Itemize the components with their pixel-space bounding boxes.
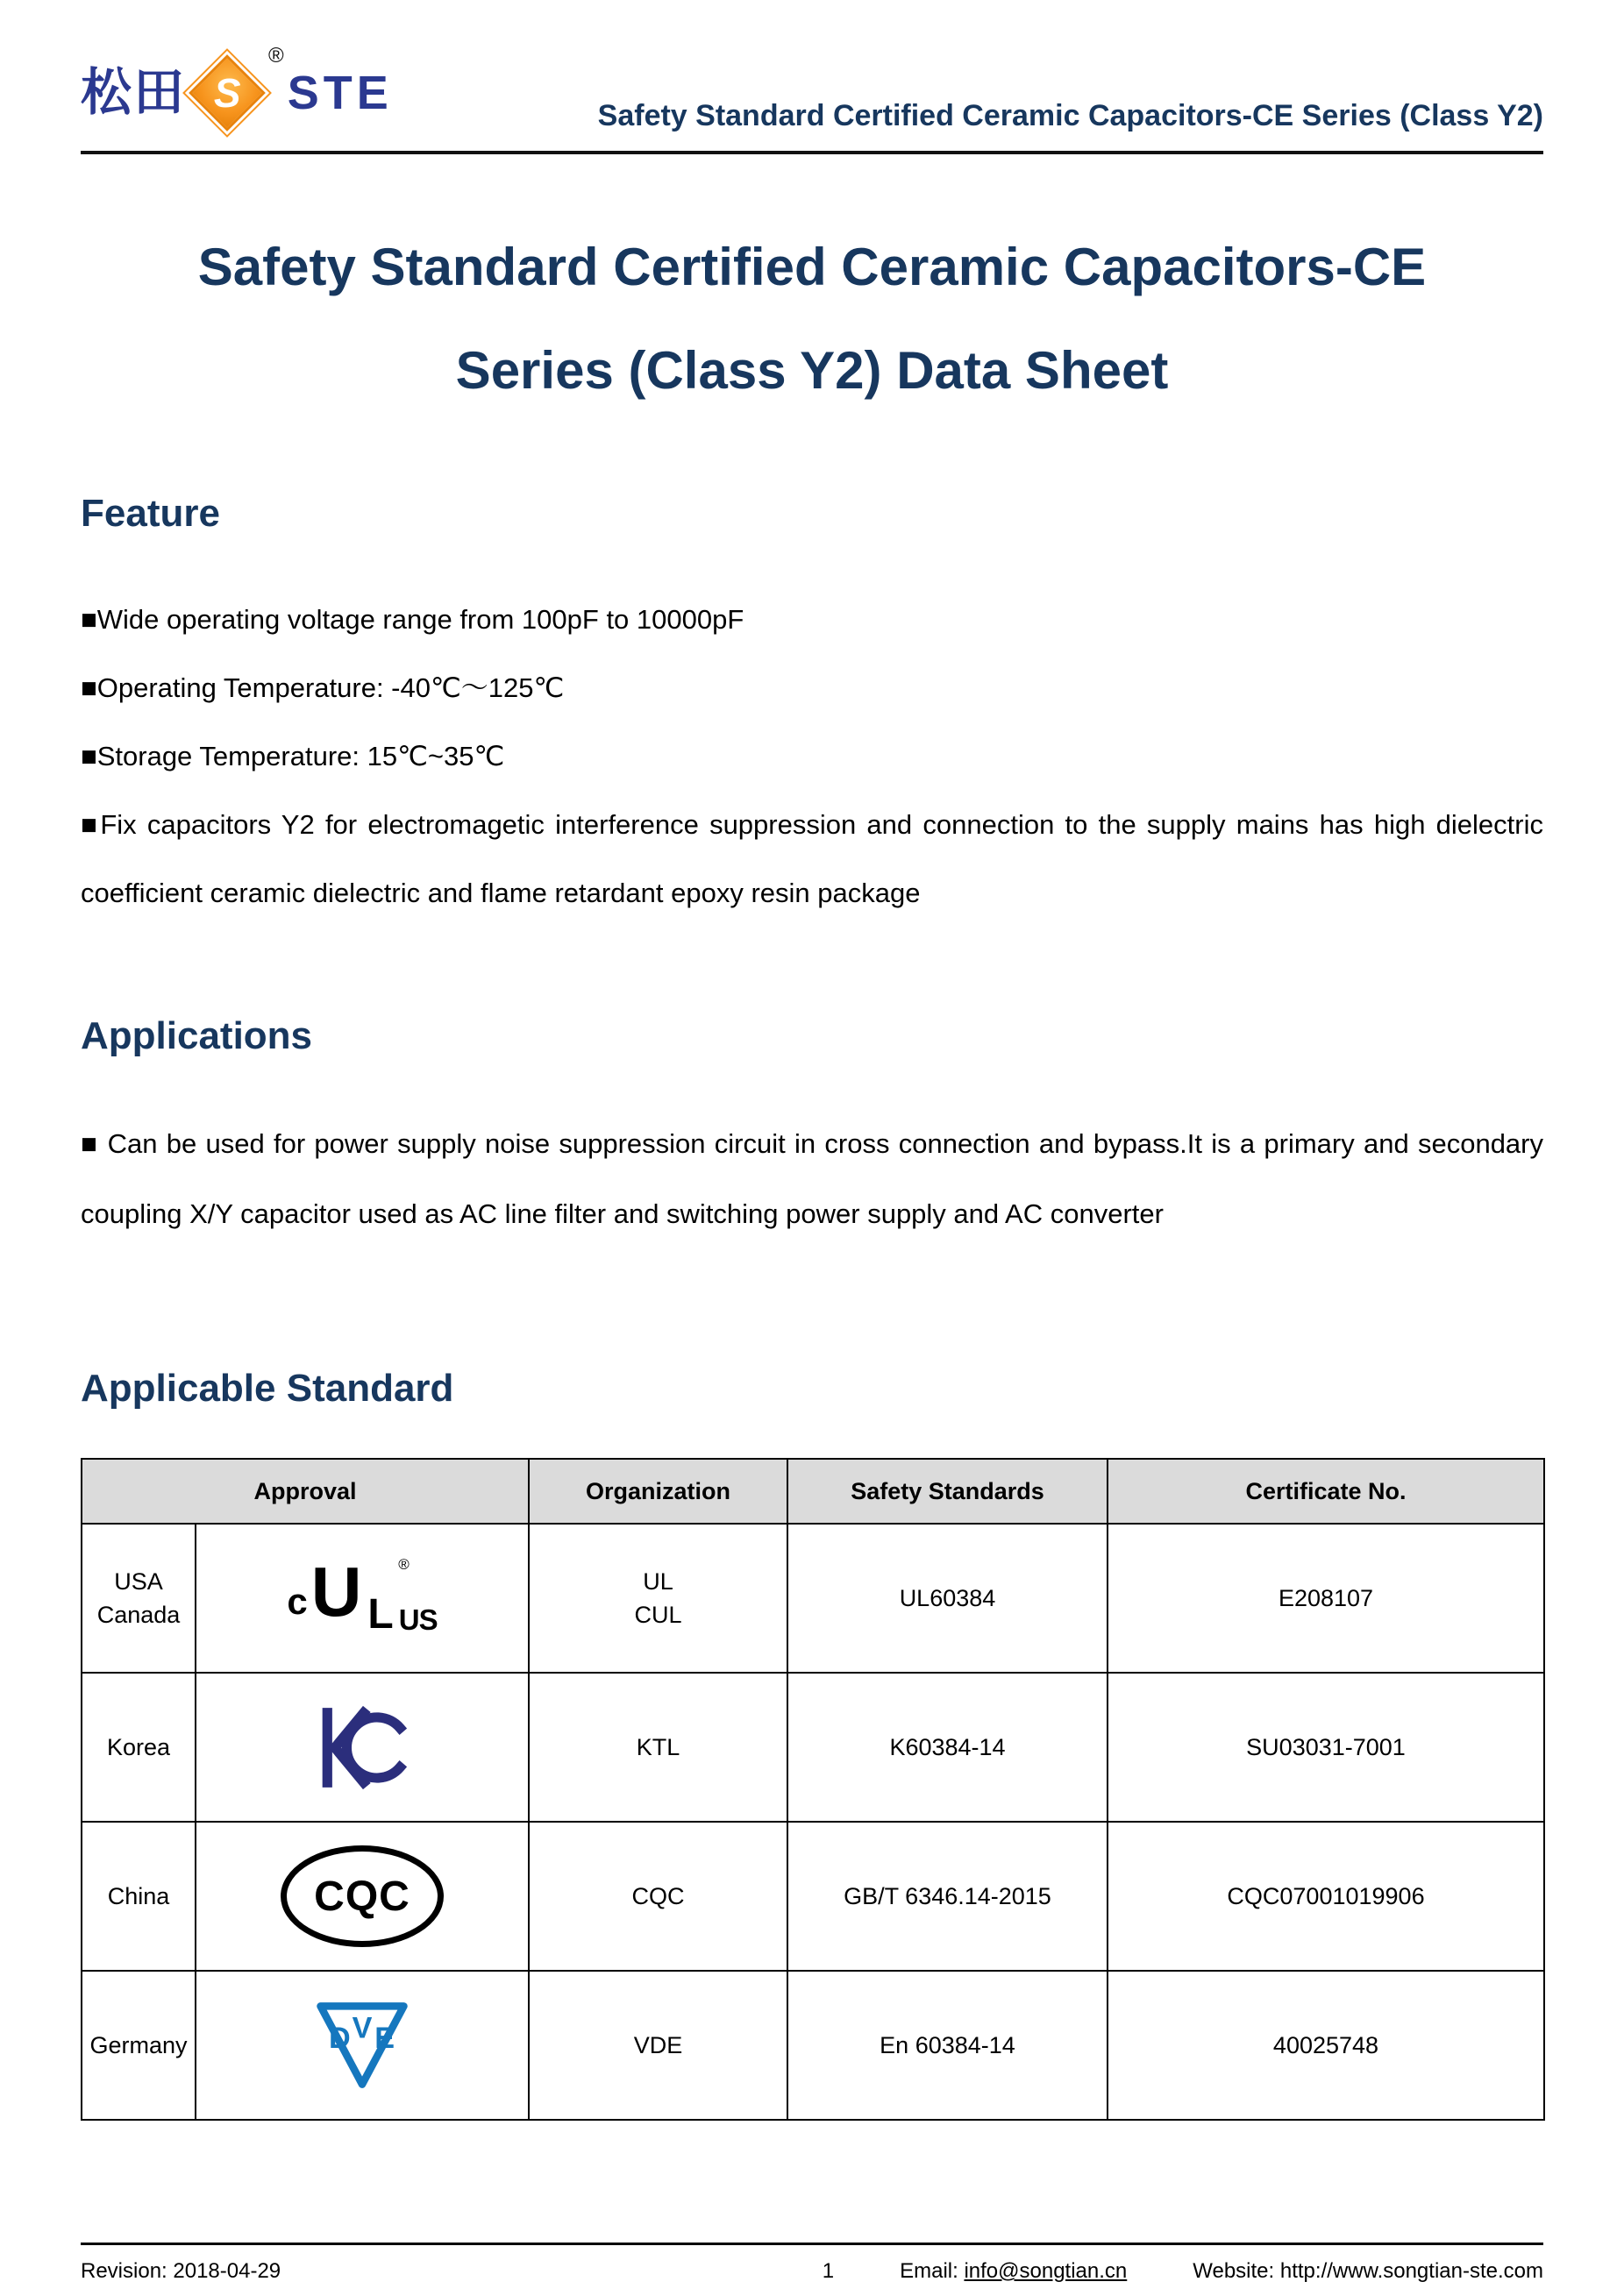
country-name: USA: [114, 1568, 163, 1596]
svg-text:V: V: [352, 2011, 373, 2045]
table-row-germany: [82, 1971, 1544, 2120]
organization-cell: CQC: [529, 1822, 787, 1971]
table-row-china: [82, 1822, 1544, 1971]
country-cell: [82, 1822, 196, 1971]
culus-certification-mark-icon: c U L ® US: [287, 1553, 438, 1638]
logo-cjk-text: 松田: [81, 64, 187, 121]
page-title-line1: Safety Standard Certified Ceramic Capacitors-CE: [197, 238, 1427, 296]
applicable-standard-table: [81, 1458, 1545, 2121]
safety-standard-cell: UL60384: [787, 1524, 1108, 1673]
country-name: Canada: [96, 1602, 181, 1629]
feature-list: [81, 586, 1543, 928]
country-name: Korea: [106, 1734, 171, 1761]
svg-text:D: D: [329, 2022, 351, 2056]
kc-certification-mark-icon: [312, 1705, 412, 1790]
feature-item-storage-temperature: ■Storage Temperature: 15℃~35℃: [81, 741, 505, 772]
country-name: China: [107, 1883, 170, 1910]
approval-logo-cell: [196, 1673, 529, 1822]
table-header-row: [82, 1459, 1544, 1524]
col-header-organization: Organization: [529, 1459, 787, 1524]
cqc-certification-mark-icon: CQC: [281, 1845, 444, 1947]
certificate-cell: 40025748: [1108, 1971, 1544, 2120]
col-header-safety-standards: Safety Standards: [787, 1459, 1108, 1524]
country-cell: [82, 1524, 196, 1673]
applications-text: ■ Can be used for power supply noise suppression circuit in cross connection and bypass.It is a primary and secondary coupling X/Y capacitor used as AC line filter and switching power supply and AC converter: [81, 1127, 1543, 1229]
col-header-approval: Approval: [82, 1459, 529, 1524]
country-cell: [82, 1971, 196, 2120]
page-title: [81, 216, 1543, 423]
organization-cell: KTL: [529, 1673, 787, 1822]
page-number: 1: [822, 2259, 835, 2283]
logo-s-diamond-icon: [189, 54, 266, 132]
email-link[interactable]: info@songtian.cn: [964, 2259, 1128, 2283]
page-title-line2: Series (Class Y2) Data Sheet: [455, 341, 1169, 400]
safety-standard-cell: GB/T 6346.14-2015: [787, 1822, 1108, 1971]
table-row-korea: [82, 1673, 1544, 1822]
company-logo: [81, 44, 393, 135]
revision-text: Revision: 2018-04-29: [81, 2259, 281, 2283]
applicable-standard-heading: Applicable Standard: [81, 1366, 454, 1410]
website-text: Website: http://www.songtian-ste.com: [1193, 2259, 1543, 2283]
feature-item-fix-capacitors: ■Fix capacitors Y2 for electromagetic interference suppression and connection to the supply mains has high dielectric coefficient ceramic dielectric and flame retardant epoxy resin package: [81, 809, 1543, 909]
page-footer: [81, 2243, 1543, 2284]
certificate-cell: E208107: [1108, 1524, 1544, 1673]
table-row-usa-canada: [82, 1524, 1544, 1673]
safety-standard-cell: En 60384-14: [787, 1971, 1108, 2120]
feature-heading: Feature: [81, 492, 220, 535]
organization-cell: UL CUL: [529, 1524, 787, 1673]
applications-heading: Applications: [81, 1014, 313, 1058]
certificate-cell: SU03031-7001: [1108, 1673, 1544, 1822]
email-label: Email:: [900, 2259, 958, 2283]
vde-certification-mark-icon: [309, 1996, 416, 2094]
logo-ste-text: STE: [287, 67, 393, 119]
country-cell: [82, 1673, 196, 1822]
approval-logo-cell: [196, 1524, 529, 1673]
feature-item-operating-temperature: ■Operating Temperature: -40℃～125℃: [81, 672, 565, 704]
registered-trademark-icon: ®: [268, 44, 284, 68]
approval-logo-cell: [196, 1971, 529, 2120]
approval-logo-cell: [196, 1822, 529, 1971]
header-doc-title: Safety Standard Certified Ceramic Capacitors-CE Series (Class Y2): [597, 99, 1543, 132]
col-header-certificate-no: Certificate No.: [1108, 1459, 1544, 1524]
logo-s-letter: S: [213, 70, 241, 116]
safety-standard-cell: K60384-14: [787, 1673, 1108, 1822]
organization-cell: VDE: [529, 1971, 787, 2120]
email-group: [900, 2259, 1127, 2284]
page-header: [81, 44, 1543, 154]
feature-item-voltage-range: ■Wide operating voltage range from 100pF to 10000pF: [81, 604, 744, 636]
svg-text:E: E: [374, 2022, 395, 2056]
certificate-cell: CQC07001019906: [1108, 1822, 1544, 1971]
country-name: Germany: [89, 2032, 188, 2059]
